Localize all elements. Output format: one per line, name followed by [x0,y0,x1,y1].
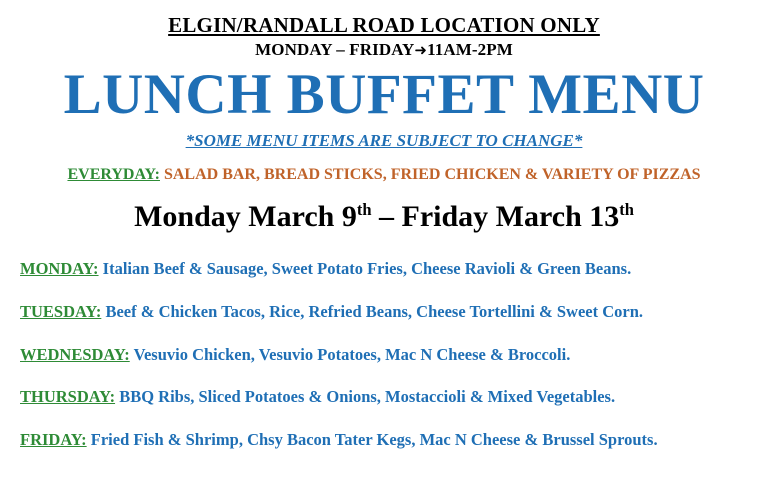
week-range [14,200,754,233]
everyday-label: EVERYDAY: [67,165,160,183]
day-row [20,345,754,365]
day-items-tuesday: Beef & Chicken Tacos, Rice, Refried Beans, Cheese Tortellini & Sweet Corn. [105,301,644,321]
week-range-start: Monday March 9 [134,200,357,234]
location-heading: ELGIN/RANDALL ROAD LOCATION ONLY [168,13,600,37]
day-label-thursday: THURSDAY: [20,387,116,407]
day-items-wednesday: Vesuvio Chicken, Vesuvio Potatoes, Mac N Cheese & Broccoli. [133,344,571,364]
week-range-start-suffix: th [356,200,372,220]
day-items-friday: Fried Fish & Shrimp, Chsy Bacon Tater Kegs, Mac N Cheese & Brussel Sprouts. [90,430,658,450]
hours-heading [14,40,754,60]
week-range-end-suffix: th [619,200,634,220]
day-row [20,302,754,322]
disclaimer-text: *SOME MENU ITEMS ARE SUBJECT TO CHANGE* [185,130,583,150]
everyday-items: SALAD BAR, BREAD STICKS, FRIED CHICKEN & VARIETY OF PIZZAS [163,165,701,183]
hours-suffix: 11AM-2PM [427,39,513,59]
day-row [20,259,754,279]
page-title: LUNCH BUFFET MENU [63,63,705,127]
day-label-tuesday: TUESDAY: [20,301,102,321]
week-range-end: Friday March 13 [401,200,620,234]
day-label-friday: FRIDAY: [20,430,87,450]
week-range-separator: – [371,200,402,234]
day-list [14,259,754,450]
day-label-wednesday: WEDNESDAY: [20,344,130,364]
day-items-monday: Italian Beef & Sausage, Sweet Potato Fries, Cheese Ravioli & Green Beans. [102,259,632,279]
hours-prefix: MONDAY – FRIDAY [255,39,415,59]
arrow-icon: ➜ [414,40,428,59]
day-label-monday: MONDAY: [20,259,99,279]
everyday-row [14,165,754,184]
day-items-thursday: BBQ Ribs, Sliced Potatoes & Onions, Mostaccioli & Mixed Vegetables. [119,387,616,407]
day-row [20,387,754,407]
day-row [20,430,754,450]
